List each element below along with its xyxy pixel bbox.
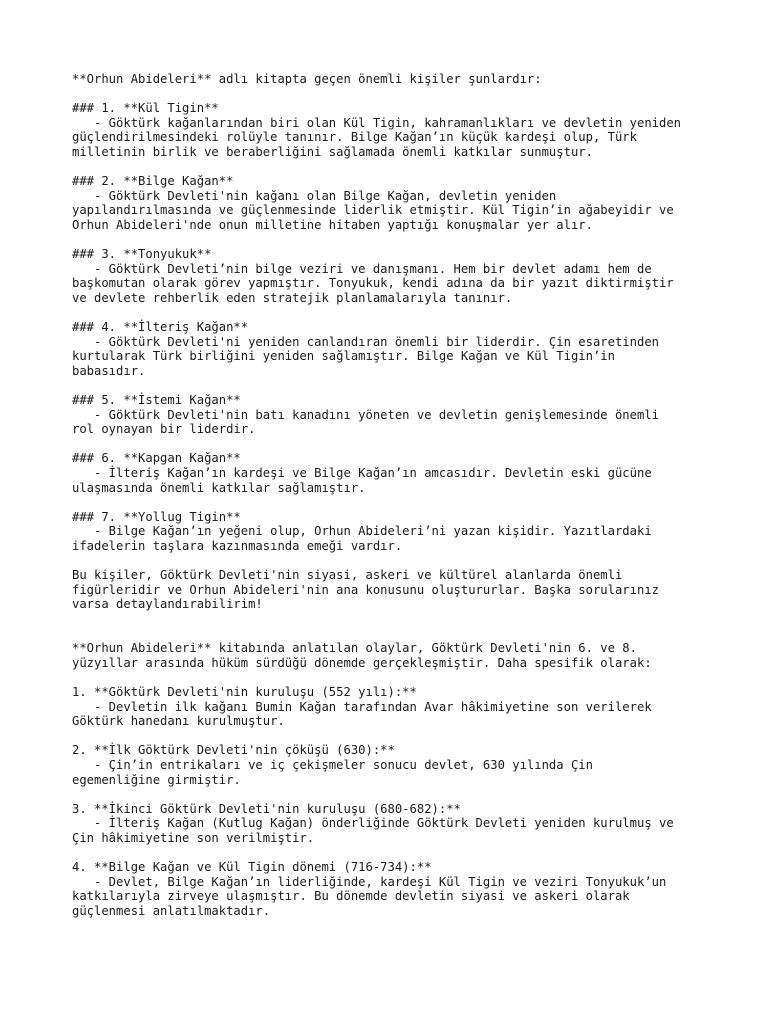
text-line: babasıdır.: [72, 363, 146, 378]
text-line: **Orhun Abideleri** adlı kitapta geçen önemli kişiler şunlardır:: [72, 72, 542, 86]
person-section-5: [72, 393, 712, 437]
text-line: - Bilge Kağan’ın yeğeni olup, Orhun Abideleri’ni yazan kişidir. Yazıtlardaki: [72, 524, 652, 539]
section-heading: ### 3. **Tonyukuk**: [72, 247, 212, 262]
summary-paragraph: [72, 568, 712, 612]
text-line: ve devlete rehberlik eden stratejik planlamalarıyla tanınır.: [72, 290, 513, 305]
section-heading: ### 7. **Yollug Tigin**: [72, 509, 241, 524]
text-line: - Çin’in entrikaları ve iç çekişmeler sonucu devlet, 630 yılında Çin: [72, 757, 593, 772]
text-line: güçlenmesi anlatılmaktadır.: [72, 903, 271, 918]
person-section-3: [72, 247, 712, 305]
text-line: Göktürk hanedanı kurulmuştur.: [72, 714, 285, 729]
text-line: katkılarıyla zirveye ulaşmıştır. Bu dönemde devletin siyasi ve askeri olarak: [72, 889, 630, 904]
text-line: güçlendirilmesindeki rolüyle tanınır. Bilge Kağan’ın küçük kardeşi olup, Türk: [72, 130, 637, 145]
text-line: rol oynayan bir liderdir.: [72, 422, 256, 437]
event-section-1: [72, 685, 712, 729]
text-line: egemenliğine girmiştir.: [72, 772, 241, 787]
section-heading: 2. **İlk Göktürk Devleti'nin çöküşü (630):**: [72, 743, 395, 758]
text-line: - Devletin ilk kağanı Bumin Kağan tarafından Avar hâkimiyetine son verilerek: [72, 699, 652, 714]
text-line: varsa detaylandırabilirim!: [72, 597, 263, 612]
text-line: yapılandırılmasında ve güçlenmesinde liderlik etmiştir. Kül Tigin’in ağabeyidir ve: [72, 203, 674, 218]
text-line: ifadelerin taşlara kazınmasında emeği vardır.: [72, 539, 403, 553]
text-line: milletinin birlik ve beraberliğini sağlamada önemli katkılar sunmuştur.: [72, 144, 593, 159]
text-line: - Devlet, Bilge Kağan’ın liderliğinde, kardeşi Kül Tigin ve veziri Tonyukuk’un: [72, 874, 667, 889]
section-heading: 1. **Göktürk Devleti'nin kuruluşu (552 yılı):**: [72, 684, 417, 699]
person-section-6: [72, 451, 712, 495]
text-line: - Göktürk Devleti'nin kağanı olan Bilge Kağan, devletin yeniden: [72, 188, 557, 203]
text-line: figürleridir ve Orhun Abideleri'nin ana konusunu oluştururlar. Başka sorularınız: [72, 582, 659, 597]
text-line: - İlteriş Kağan (Kutlug Kağan) önderliğinde Göktürk Devleti yeniden kurulmuş ve: [72, 816, 674, 831]
document-page: [72, 72, 712, 918]
text-line: **Orhun Abideleri** kitabında anlatılan olaylar, Göktürk Devleti'nin 6. ve 8.: [72, 641, 637, 656]
section-heading: ### 5. **İstemi Kağan**: [72, 393, 241, 408]
intro-paragraph: [72, 72, 712, 87]
person-section-4: [72, 320, 712, 378]
text-line: - Göktürk Devleti'ni yeniden canlandıran önemli bir liderdir. Çin esaretinden: [72, 334, 659, 349]
event-section-3: [72, 802, 712, 846]
text-line: yüzyıllar arasında hüküm sürdüğü dönemde gerçekleşmiştir. Daha spesifik olarak:: [72, 655, 652, 670]
text-line: - Göktürk kağanlarından biri olan Kül Tigin, kahramanlıkları ve devletin yeniden: [72, 115, 682, 130]
text-line: ulaşmasında önemli katkılar sağlamıştır.: [72, 480, 366, 495]
person-section-7: [72, 510, 712, 554]
text-line: başkomutan olarak görev yapmıştır. Tonyukuk, kendi adına da bir yazıt diktirmiştir: [72, 276, 674, 291]
text-line: Orhun Abideleri'nde onun milletine hitaben yaptığı konuşmalar yer alır.: [72, 217, 593, 232]
text-line: - İlteriş Kağan’ın kardeşi ve Bilge Kağan’ın amcasıdır. Devletin eski gücüne: [72, 466, 652, 481]
section-heading: 4. **Bilge Kağan ve Kül Tigin dönemi (716-734):**: [72, 860, 432, 875]
text-line: - Göktürk Devleti’nin bilge veziri ve danışmanı. Hem bir devlet adamı hem de: [72, 261, 652, 276]
event-section-2: [72, 743, 712, 787]
text-line: Bu kişiler, Göktürk Devleti'nin siyasi, askeri ve kültürel alanlarda önemli: [72, 568, 623, 583]
section-heading: ### 1. **Kül Tigin**: [72, 101, 219, 116]
text-line: kurtularak Türk birliğini yeniden sağlamıştır. Bilge Kağan ve Kül Tigin’in: [72, 349, 615, 364]
section-heading: ### 6. **Kapgan Kağan**: [72, 451, 241, 466]
section-heading: ### 4. **İlteriş Kağan**: [72, 320, 249, 335]
event-section-4: [72, 860, 712, 918]
events-intro-paragraph: [72, 641, 712, 670]
text-line: Çin hâkimiyetine son verilmiştir.: [72, 830, 315, 845]
section-heading: ### 2. **Bilge Kağan**: [72, 174, 234, 189]
person-section-2: [72, 174, 712, 232]
section-heading: 3. **İkinci Göktürk Devleti'nin kuruluşu (680-682):**: [72, 801, 461, 816]
text-line: - Göktürk Devleti'nin batı kanadını yöneten ve devletin genişlemesinde önemli: [72, 407, 659, 422]
person-section-1: [72, 101, 712, 159]
